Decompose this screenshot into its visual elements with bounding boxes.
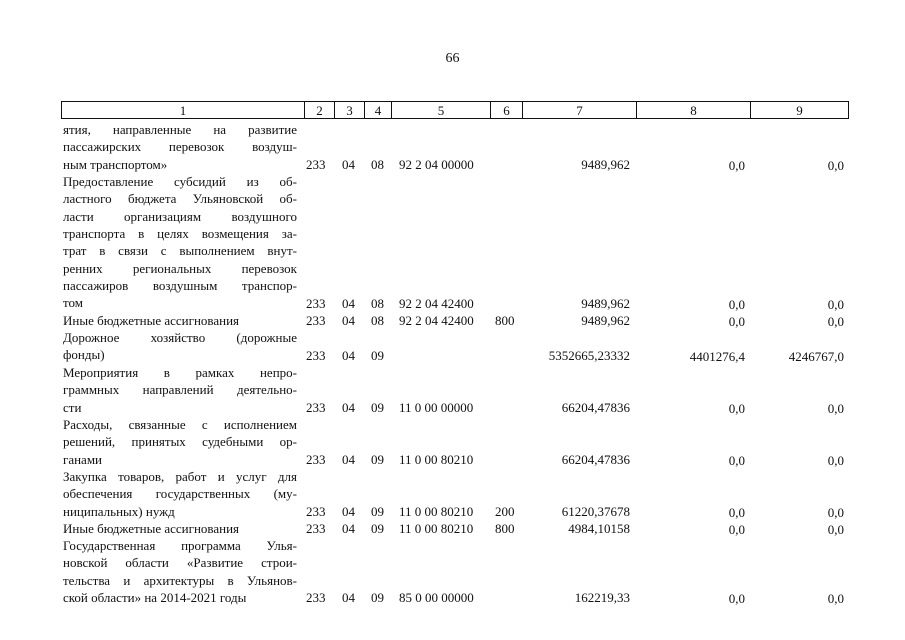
row-description-line: трат в связи с выполнением внут- — [63, 243, 297, 259]
cell-col-7: 9489,962 — [581, 157, 630, 172]
cell-col-5: 11 0 00 80210 — [399, 521, 474, 536]
row-description-line: Мероприятия в рамках непро- — [63, 365, 297, 380]
cell-col-2: 233 — [306, 452, 326, 467]
row-description-line: ской области» на 2014-2021 годы — [63, 589, 247, 605]
cell-col-6: 200 — [495, 504, 515, 519]
row-description-line: новской области «Развитие строи- — [63, 555, 297, 571]
row-description-line: ниципальных) нужд — [63, 503, 175, 519]
cell-col-5: 92 2 04 00000 — [399, 157, 474, 172]
cell-col-7: 66204,47836 — [561, 452, 630, 467]
cell-col-9: 0,0 — [827, 297, 844, 312]
row-description-line: обеспечения государственных (му- — [63, 486, 297, 502]
cell-col-2: 233 — [306, 157, 326, 172]
header-col-5: 5 — [391, 101, 491, 119]
header-col-1: 1 — [61, 101, 305, 119]
row-description-line: Государственная программа Улья- — [63, 538, 297, 553]
row-description-line: пассажиров воздушным транспор- — [63, 277, 297, 293]
cell-col-7: 61220,37678 — [561, 504, 630, 519]
cell-col-8: 0,0 — [728, 522, 745, 537]
row-description-line: Иные бюджетные ассигнования — [63, 521, 240, 536]
cell-col-9: 0,0 — [827, 453, 844, 468]
cell-col-4: 09 — [371, 452, 384, 467]
cell-col-3: 04 — [342, 400, 355, 415]
row-description-line: Расходы, связанные с исполнением — [63, 417, 297, 432]
row-description-line: Дорожное хозяйство (дорожные — [63, 330, 297, 345]
row-description-line: пассажирских перевозок воздуш- — [63, 139, 297, 155]
cell-col-9: 0,0 — [827, 522, 844, 537]
row-description-line: Иные бюджетные ассигнования — [63, 313, 240, 328]
cell-col-9: 0,0 — [827, 505, 844, 520]
cell-col-2: 233 — [306, 348, 326, 363]
cell-col-8: 0,0 — [728, 297, 745, 312]
row-description-line: том — [63, 295, 83, 311]
row-description-line: ганами — [63, 451, 103, 467]
cell-col-5: 85 0 00 00000 — [399, 590, 474, 605]
row-description-line: Закупка товаров, работ и услуг для — [63, 469, 297, 484]
row-description-line: фонды) — [63, 347, 105, 363]
cell-col-6: 800 — [495, 521, 515, 536]
cell-col-5: 92 2 04 42400 — [399, 296, 474, 311]
cell-col-4: 09 — [371, 400, 384, 415]
page-number: 66 — [445, 51, 460, 66]
cell-col-8: 0,0 — [728, 401, 745, 416]
row-description-line: ным транспортом» — [63, 156, 168, 172]
cell-col-5: 11 0 00 80210 — [399, 452, 474, 467]
header-col-9: 9 — [750, 101, 849, 119]
cell-col-5: 92 2 04 42400 — [399, 313, 474, 328]
row-description-line: Предоставление субсидий из об- — [63, 174, 297, 189]
row-description-line: тельства и архитектуры в Ульянов- — [63, 572, 297, 588]
cell-col-7: 162219,33 — [574, 590, 630, 605]
header-col-2: 2 — [304, 101, 335, 119]
header-col-7: 7 — [522, 101, 637, 119]
cell-col-8: 0,0 — [728, 453, 745, 468]
cell-col-8: 0,0 — [728, 591, 745, 606]
cell-col-9: 0,0 — [827, 314, 844, 329]
cell-col-8: 0,0 — [728, 505, 745, 520]
cell-col-3: 04 — [342, 504, 355, 519]
cell-col-2: 233 — [306, 590, 326, 605]
cell-col-9: 0,0 — [827, 401, 844, 416]
cell-col-7: 4984,10158 — [568, 521, 630, 536]
header-col-8: 8 — [636, 101, 751, 119]
header-col-3: 3 — [334, 101, 365, 119]
cell-col-2: 233 — [306, 504, 326, 519]
cell-col-9: 0,0 — [827, 591, 844, 606]
cell-col-4: 09 — [371, 521, 384, 536]
cell-col-4: 09 — [371, 590, 384, 605]
cell-col-8: 0,0 — [728, 158, 745, 173]
cell-col-4: 08 — [371, 313, 384, 328]
cell-col-8: 0,0 — [728, 314, 745, 329]
row-description-line: ластного бюджета Ульяновской об- — [63, 191, 297, 207]
cell-col-8: 4401276,4 — [689, 349, 745, 364]
cell-col-2: 233 — [306, 400, 326, 415]
row-description-line: ласти организациям воздушного — [63, 208, 297, 224]
cell-col-7: 5352665,23332 — [548, 348, 630, 363]
cell-col-9: 4246767,0 — [788, 349, 844, 364]
cell-col-9: 0,0 — [827, 158, 844, 173]
row-description-line: граммных направлений деятельно- — [63, 382, 297, 398]
cell-col-5: 11 0 00 00000 — [399, 400, 474, 415]
cell-col-3: 04 — [342, 296, 355, 311]
row-description-line: транспорта в целях возмещения за- — [63, 225, 297, 241]
cell-col-3: 04 — [342, 348, 355, 363]
cell-col-3: 04 — [342, 452, 355, 467]
cell-col-3: 04 — [342, 313, 355, 328]
cell-col-3: 04 — [342, 521, 355, 536]
cell-col-3: 04 — [342, 590, 355, 605]
cell-col-7: 66204,47836 — [561, 400, 630, 415]
cell-col-4: 08 — [371, 296, 384, 311]
cell-col-4: 08 — [371, 157, 384, 172]
cell-col-7: 9489,962 — [581, 296, 630, 311]
cell-col-4: 09 — [371, 504, 384, 519]
cell-col-2: 233 — [306, 313, 326, 328]
cell-col-7: 9489,962 — [581, 313, 630, 328]
row-description-line: решений, принятых судебными ор- — [63, 434, 297, 450]
cell-col-3: 04 — [342, 157, 355, 172]
cell-col-2: 233 — [306, 296, 326, 311]
cell-col-5: 11 0 00 80210 — [399, 504, 474, 519]
cell-col-6: 800 — [495, 313, 515, 328]
row-description-line: ятия, направленные на развитие — [63, 122, 297, 137]
row-description-line: сти — [63, 399, 82, 415]
row-description-line: ренних региональных перевозок — [63, 260, 297, 276]
cell-col-4: 09 — [371, 348, 384, 363]
header-col-6: 6 — [490, 101, 523, 119]
cell-col-2: 233 — [306, 521, 326, 536]
header-col-4: 4 — [364, 101, 392, 119]
